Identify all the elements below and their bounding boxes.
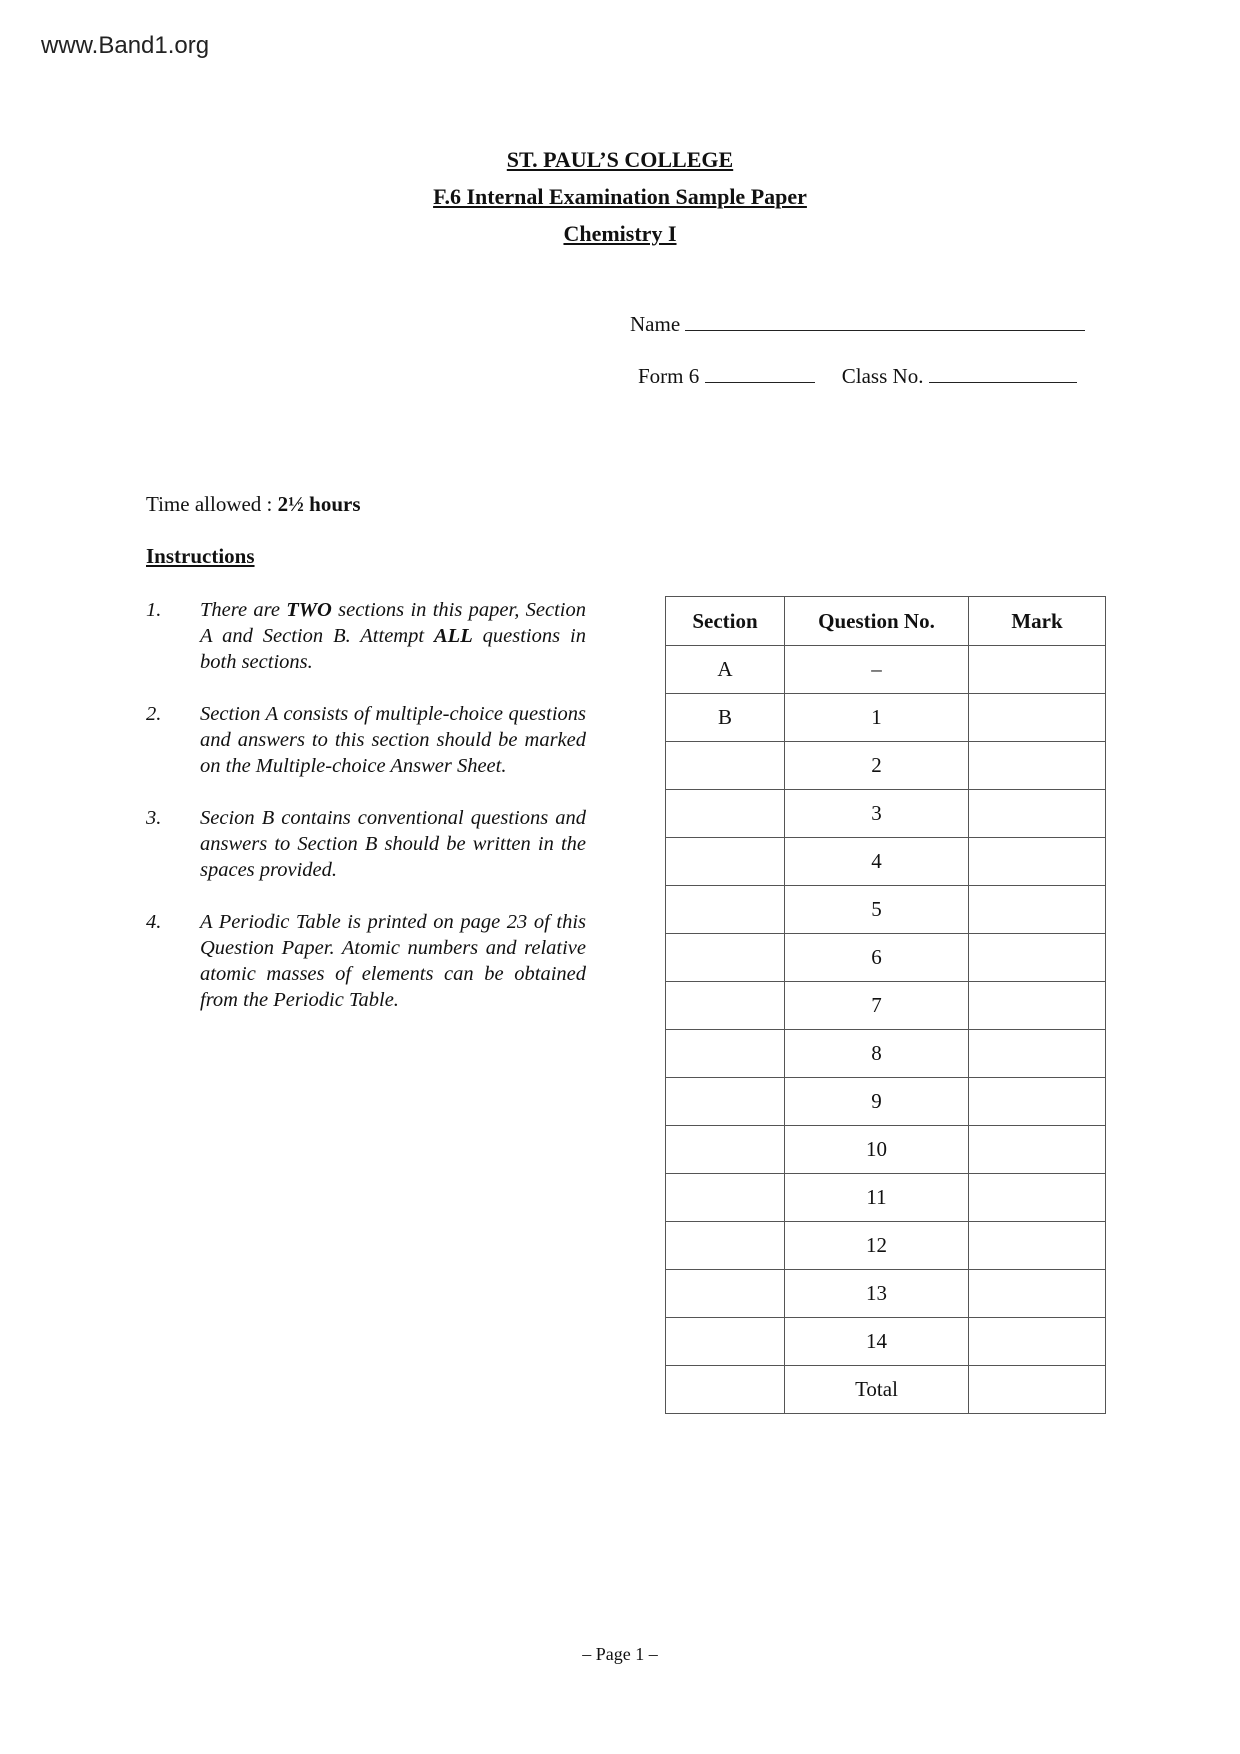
time-label: Time allowed : (146, 492, 278, 516)
instruction-item (146, 909, 586, 1013)
subject-title: Chemistry I (563, 221, 677, 246)
section-cell (666, 886, 785, 934)
question-cell: 1 (785, 694, 969, 742)
instruction-item (146, 597, 586, 675)
question-cell: 8 (785, 1030, 969, 1078)
instructions-list (146, 597, 586, 1039)
instruction-number: 1. (146, 599, 162, 621)
watermark-url: www.Band1.org (41, 32, 210, 59)
instruction-text: Secion B contains conventional questions and answers to Section B should be written in the spaces provided. (200, 807, 586, 881)
question-cell: 7 (785, 982, 969, 1030)
mark-cell[interactable] (969, 982, 1106, 1030)
mark-cell[interactable] (969, 1030, 1106, 1078)
table-row (666, 742, 1106, 790)
mark-cell[interactable] (969, 886, 1106, 934)
instruction-item (146, 701, 586, 779)
instruction-item (146, 805, 586, 883)
col-header-section: Section (666, 597, 785, 646)
mark-cell[interactable] (969, 694, 1106, 742)
table-row (666, 1270, 1106, 1318)
name-label: Name (630, 312, 681, 336)
table-row (666, 886, 1106, 934)
question-cell: – (785, 646, 969, 694)
name-field (630, 310, 1085, 337)
table-row (666, 1366, 1106, 1414)
question-cell: 3 (785, 790, 969, 838)
time-allowed (146, 492, 361, 517)
mark-cell[interactable] (969, 1078, 1106, 1126)
mark-cell[interactable] (969, 1318, 1106, 1366)
table-row (666, 838, 1106, 886)
section-cell (666, 982, 785, 1030)
section-cell (666, 1270, 785, 1318)
table-row (666, 1222, 1106, 1270)
mark-cell[interactable] (969, 790, 1106, 838)
section-cell: B (666, 694, 785, 742)
col-header-mark: Mark (969, 597, 1106, 646)
instruction-number: 2. (146, 703, 162, 725)
section-cell (666, 1078, 785, 1126)
question-cell: 9 (785, 1078, 969, 1126)
table-row (666, 790, 1106, 838)
question-cell: 2 (785, 742, 969, 790)
class-no-blank[interactable] (929, 362, 1077, 383)
mark-cell[interactable] (969, 742, 1106, 790)
instruction-number: 4. (146, 911, 162, 933)
question-cell: 10 (785, 1126, 969, 1174)
form-blank[interactable] (705, 362, 815, 383)
instruction-text: Section A consists of multiple-choice questions and answers to this section should be marked on the Multiple-choice Answer Sheet. (200, 703, 586, 777)
table-row (666, 1174, 1106, 1222)
question-cell: Total (785, 1366, 969, 1414)
table-row (666, 1078, 1106, 1126)
section-cell (666, 742, 785, 790)
mark-cell[interactable] (969, 1222, 1106, 1270)
section-cell (666, 1318, 785, 1366)
marks-table (665, 596, 1106, 1414)
table-row (666, 646, 1106, 694)
table-row (666, 1318, 1106, 1366)
school-name: ST. PAUL’S COLLEGE (506, 147, 734, 172)
table-row (666, 934, 1106, 982)
table-row (666, 1126, 1106, 1174)
section-cell (666, 1126, 785, 1174)
instruction-text: There are TWO sections in this paper, Section A and Section B. Attempt ALL questions in both sections. (200, 599, 586, 673)
section-cell (666, 1030, 785, 1078)
question-cell: 14 (785, 1318, 969, 1366)
instruction-text: A Periodic Table is printed on page 23 of this Question Paper. Atomic numbers and relative atomic masses of elements can be obtained from the Periodic Table. (200, 911, 586, 1011)
col-header-question: Question No. (785, 597, 969, 646)
time-value: 2½ hours (277, 492, 361, 516)
question-cell: 6 (785, 934, 969, 982)
page-number: – Page 1 – (582, 1644, 658, 1664)
class-no-label: Class No. (841, 364, 924, 388)
table-row (666, 1030, 1106, 1078)
mark-cell[interactable] (969, 1126, 1106, 1174)
exam-title: F.6 Internal Examination Sample Paper (433, 184, 807, 209)
mark-cell[interactable] (969, 934, 1106, 982)
header-titles (0, 146, 1240, 257)
question-cell: 4 (785, 838, 969, 886)
section-cell (666, 1174, 785, 1222)
section-cell (666, 838, 785, 886)
question-cell: 5 (785, 886, 969, 934)
instructions-heading: Instructions (146, 544, 255, 568)
table-row (666, 694, 1106, 742)
mark-cell[interactable] (969, 1270, 1106, 1318)
table-row (666, 982, 1106, 1030)
mark-cell[interactable] (969, 1366, 1106, 1414)
section-cell (666, 1222, 785, 1270)
question-cell: 11 (785, 1174, 969, 1222)
section-cell: A (666, 646, 785, 694)
question-cell: 13 (785, 1270, 969, 1318)
section-cell (666, 1366, 785, 1414)
form-field (638, 362, 1077, 389)
question-cell: 12 (785, 1222, 969, 1270)
mark-cell[interactable] (969, 646, 1106, 694)
mark-cell[interactable] (969, 1174, 1106, 1222)
mark-cell[interactable] (969, 838, 1106, 886)
form-label: Form 6 (638, 364, 700, 388)
section-cell (666, 934, 785, 982)
section-cell (666, 790, 785, 838)
name-blank[interactable] (685, 310, 1085, 331)
instruction-number: 3. (146, 807, 162, 829)
